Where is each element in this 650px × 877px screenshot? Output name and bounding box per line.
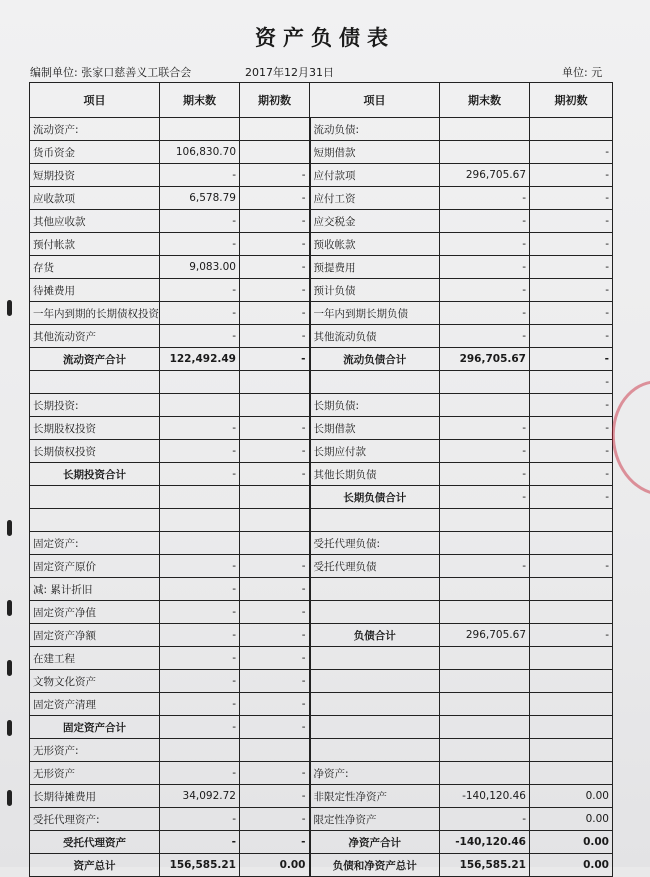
right-end-value (440, 647, 530, 670)
left-end-value (160, 394, 240, 417)
left-item-label: 固定资产合计 (30, 716, 160, 739)
right-item-label: 长期负债: (310, 394, 440, 417)
right-end-value: - (440, 279, 530, 302)
left-item-label: 存货 (30, 256, 160, 279)
table-body (30, 118, 613, 877)
right-begin-value: - (530, 141, 613, 164)
left-begin-value: - (240, 624, 310, 647)
right-begin-value (530, 670, 613, 693)
right-end-value: - (440, 417, 530, 440)
table-row (30, 808, 613, 831)
right-item-label: 一年内到期长期负债 (310, 302, 440, 325)
right-end-value: - (440, 440, 530, 463)
left-end-value: - (160, 578, 240, 601)
left-item-label (30, 486, 160, 509)
left-begin-value: - (240, 187, 310, 210)
left-begin-value: - (240, 348, 310, 371)
left-item-label (30, 509, 160, 532)
left-item-label: 长期投资: (30, 394, 160, 417)
right-begin-value: - (530, 348, 613, 371)
left-item-label: 长期债权投资 (30, 440, 160, 463)
left-item-label: 减: 累计折旧 (30, 578, 160, 601)
left-end-value: - (160, 210, 240, 233)
right-end-value: 156,585.21 (440, 854, 530, 877)
right-end-value (440, 118, 530, 141)
left-item-label: 受托代理资产: (30, 808, 160, 831)
right-item-label: 非限定性净资产 (310, 785, 440, 808)
binder-ring (7, 790, 12, 806)
left-end-value: - (160, 762, 240, 785)
right-item-label: 流动负债合计 (310, 348, 440, 371)
table-row (30, 164, 613, 187)
right-begin-value: - (530, 164, 613, 187)
left-end-value (160, 371, 240, 394)
right-begin-value: 0.00 (530, 808, 613, 831)
right-begin-value (530, 532, 613, 555)
left-begin-value: - (240, 417, 310, 440)
left-begin-value: - (240, 693, 310, 716)
right-item-label: 流动负债: (310, 118, 440, 141)
left-begin-value: - (240, 279, 310, 302)
right-item-label (310, 739, 440, 762)
right-end-value: 296,705.67 (440, 624, 530, 647)
table-row (30, 555, 613, 578)
table-row (30, 325, 613, 348)
table-row (30, 394, 613, 417)
left-end-value: - (160, 808, 240, 831)
right-end-value: -140,120.46 (440, 785, 530, 808)
left-begin-value (240, 394, 310, 417)
balance-sheet-table (29, 82, 613, 877)
left-begin-value: - (240, 555, 310, 578)
right-begin-value: - (530, 302, 613, 325)
left-end-value: 122,492.49 (160, 348, 240, 371)
table-row (30, 417, 613, 440)
right-end-value (440, 532, 530, 555)
left-end-value: - (160, 302, 240, 325)
right-begin-value: - (530, 279, 613, 302)
right-end-value: - (440, 325, 530, 348)
left-end-value: 6,578.79 (160, 187, 240, 210)
left-end-value: - (160, 831, 240, 854)
right-item-label: 受托代理负债 (310, 555, 440, 578)
binder-ring (7, 660, 12, 676)
column-header-item: 项目 (30, 83, 160, 118)
left-end-value: - (160, 624, 240, 647)
left-item-label: 短期投资 (30, 164, 160, 187)
right-item-label: 预提费用 (310, 256, 440, 279)
right-end-value (440, 670, 530, 693)
left-begin-value (240, 739, 310, 762)
left-end-value: - (160, 601, 240, 624)
right-begin-value (530, 578, 613, 601)
right-begin-value: - (530, 624, 613, 647)
column-header-end: 期末数 (160, 83, 240, 118)
page-title: 资产负债表 (255, 25, 395, 50)
left-item-label: 固定资产清理 (30, 693, 160, 716)
left-begin-value: - (240, 256, 310, 279)
left-begin-value: 0.00 (240, 854, 310, 877)
right-end-value: - (440, 486, 530, 509)
right-begin-value: 0.00 (530, 854, 613, 877)
right-item-label: 预收帐款 (310, 233, 440, 256)
table-row (30, 532, 613, 555)
table-row (30, 256, 613, 279)
left-begin-value (240, 486, 310, 509)
right-begin-value: - (530, 463, 613, 486)
right-end-value: - (440, 187, 530, 210)
table-row (30, 279, 613, 302)
left-item-label: 受托代理资产 (30, 831, 160, 854)
right-item-label (310, 509, 440, 532)
table-row (30, 624, 613, 647)
right-item-label: 应付工资 (310, 187, 440, 210)
left-item-label: 在建工程 (30, 647, 160, 670)
right-begin-value: - (530, 325, 613, 348)
left-begin-value: - (240, 831, 310, 854)
table-row (30, 463, 613, 486)
currency-unit: 单位: 元 (562, 66, 603, 79)
left-begin-value: - (240, 325, 310, 348)
left-item-label: 其他流动资产 (30, 325, 160, 348)
left-begin-value: - (240, 440, 310, 463)
left-item-label: 其他应收款 (30, 210, 160, 233)
right-end-value (440, 509, 530, 532)
table-row (30, 693, 613, 716)
right-begin-value: - (530, 417, 613, 440)
right-item-label: 净资产合计 (310, 831, 440, 854)
left-begin-value (240, 141, 310, 164)
table-row (30, 486, 613, 509)
left-item-label: 固定资产原价 (30, 555, 160, 578)
table-row (30, 739, 613, 762)
column-header-end: 期末数 (440, 83, 530, 118)
left-item-label (30, 371, 160, 394)
binder-ring (7, 600, 12, 616)
right-begin-value: - (530, 486, 613, 509)
left-begin-value: - (240, 578, 310, 601)
left-item-label: 货币资金 (30, 141, 160, 164)
left-item-label: 流动资产: (30, 118, 160, 141)
left-end-value: - (160, 647, 240, 670)
right-end-value: - (440, 233, 530, 256)
table-row (30, 118, 613, 141)
left-begin-value: - (240, 601, 310, 624)
left-end-value: - (160, 716, 240, 739)
table-row (30, 187, 613, 210)
left-item-label: 长期投资合计 (30, 463, 160, 486)
right-item-label (310, 716, 440, 739)
table-row (30, 854, 613, 877)
table-row (30, 647, 613, 670)
right-item-label: 负债和净资产总计 (310, 854, 440, 877)
left-item-label: 无形资产: (30, 739, 160, 762)
right-item-label: 长期应付款 (310, 440, 440, 463)
right-end-value (440, 371, 530, 394)
right-item-label: 净资产: (310, 762, 440, 785)
left-end-value (160, 486, 240, 509)
left-begin-value: - (240, 785, 310, 808)
left-end-value: 34,092.72 (160, 785, 240, 808)
left-end-value: - (160, 417, 240, 440)
table-row (30, 831, 613, 854)
table-row (30, 601, 613, 624)
table-row (30, 302, 613, 325)
right-item-label: 短期借款 (310, 141, 440, 164)
left-end-value (160, 509, 240, 532)
right-begin-value (530, 739, 613, 762)
left-begin-value: - (240, 233, 310, 256)
table-row (30, 785, 613, 808)
right-begin-value (530, 693, 613, 716)
right-item-label (310, 647, 440, 670)
right-end-value (440, 716, 530, 739)
left-end-value: - (160, 325, 240, 348)
table-row (30, 371, 613, 394)
left-begin-value: - (240, 647, 310, 670)
left-begin-value: - (240, 164, 310, 187)
right-end-value: -140,120.46 (440, 831, 530, 854)
right-begin-value (530, 601, 613, 624)
right-end-value (440, 693, 530, 716)
right-begin-value: - (530, 256, 613, 279)
right-end-value: - (440, 463, 530, 486)
reporting-unit: 编制单位: 张家口慈善义工联合会 (30, 66, 192, 79)
left-end-value: - (160, 279, 240, 302)
right-item-label: 其他流动负债 (310, 325, 440, 348)
binder-ring (7, 520, 12, 536)
table-row (30, 210, 613, 233)
right-end-value: - (440, 210, 530, 233)
right-begin-value (530, 509, 613, 532)
binder-ring (7, 300, 12, 316)
left-end-value: 156,585.21 (160, 854, 240, 877)
left-begin-value (240, 509, 310, 532)
right-end-value (440, 762, 530, 785)
table-row (30, 233, 613, 256)
right-end-value: 296,705.67 (440, 348, 530, 371)
right-begin-value: - (530, 371, 613, 394)
table-row (30, 141, 613, 164)
right-begin-value (530, 647, 613, 670)
right-begin-value: - (530, 440, 613, 463)
left-begin-value: - (240, 210, 310, 233)
right-begin-value (530, 716, 613, 739)
right-begin-value: - (530, 210, 613, 233)
column-header-begin: 期初数 (530, 83, 613, 118)
report-date: 2017年12月31日 (245, 66, 334, 79)
right-item-label (310, 670, 440, 693)
right-end-value (440, 601, 530, 624)
column-header-begin: 期初数 (240, 83, 310, 118)
binder-ring (7, 720, 12, 736)
left-end-value: - (160, 440, 240, 463)
left-item-label: 文物文化资产 (30, 670, 160, 693)
right-item-label: 应付款项 (310, 164, 440, 187)
left-item-label: 固定资产净额 (30, 624, 160, 647)
right-end-value: - (440, 555, 530, 578)
left-begin-value (240, 118, 310, 141)
left-item-label: 流动资产合计 (30, 348, 160, 371)
left-end-value (160, 532, 240, 555)
left-begin-value (240, 532, 310, 555)
right-begin-value: 0.00 (530, 785, 613, 808)
right-end-value (440, 578, 530, 601)
right-item-label (310, 693, 440, 716)
left-item-label: 固定资产净值 (30, 601, 160, 624)
left-end-value (160, 739, 240, 762)
left-end-value: 106,830.70 (160, 141, 240, 164)
right-end-value (440, 141, 530, 164)
right-item-label: 预计负债 (310, 279, 440, 302)
right-begin-value: - (530, 233, 613, 256)
table-row (30, 440, 613, 463)
left-begin-value: - (240, 762, 310, 785)
right-item-label: 限定性净资产 (310, 808, 440, 831)
column-header-item: 项目 (310, 83, 440, 118)
right-end-value: 296,705.67 (440, 164, 530, 187)
left-end-value: - (160, 233, 240, 256)
table-row (30, 348, 613, 371)
right-begin-value: - (530, 555, 613, 578)
left-item-label: 应收款项 (30, 187, 160, 210)
right-end-value: - (440, 302, 530, 325)
right-item-label: 其他长期负债 (310, 463, 440, 486)
right-item-label (310, 578, 440, 601)
right-item-label (310, 371, 440, 394)
right-begin-value (530, 762, 613, 785)
table-row (30, 509, 613, 532)
left-begin-value: - (240, 716, 310, 739)
right-begin-value: - (530, 394, 613, 417)
right-begin-value (530, 118, 613, 141)
right-item-label: 受托代理负债: (310, 532, 440, 555)
table-row (30, 716, 613, 739)
left-end-value (160, 118, 240, 141)
right-end-value: - (440, 256, 530, 279)
left-item-label: 一年内到期的长期债权投资 (30, 302, 160, 325)
left-begin-value: - (240, 808, 310, 831)
table-row (30, 762, 613, 785)
left-end-value: - (160, 693, 240, 716)
right-end-value (440, 739, 530, 762)
right-item-label: 应交税金 (310, 210, 440, 233)
left-begin-value (240, 371, 310, 394)
left-item-label: 资产总计 (30, 854, 160, 877)
left-begin-value: - (240, 302, 310, 325)
left-item-label: 固定资产: (30, 532, 160, 555)
left-end-value: 9,083.00 (160, 256, 240, 279)
left-item-label: 无形资产 (30, 762, 160, 785)
right-item-label: 负债合计 (310, 624, 440, 647)
right-begin-value: 0.00 (530, 831, 613, 854)
left-end-value: - (160, 555, 240, 578)
left-item-label: 待摊费用 (30, 279, 160, 302)
left-item-label: 长期待摊费用 (30, 785, 160, 808)
left-begin-value: - (240, 463, 310, 486)
left-end-value: - (160, 164, 240, 187)
right-begin-value: - (530, 187, 613, 210)
left-item-label: 预付帐款 (30, 233, 160, 256)
right-end-value (440, 394, 530, 417)
right-end-value: - (440, 808, 530, 831)
left-end-value: - (160, 463, 240, 486)
left-end-value: - (160, 670, 240, 693)
table-header-row (30, 83, 613, 118)
table-row (30, 578, 613, 601)
left-item-label: 长期股权投资 (30, 417, 160, 440)
right-item-label: 长期负债合计 (310, 486, 440, 509)
left-begin-value: - (240, 670, 310, 693)
right-item-label: 长期借款 (310, 417, 440, 440)
table-row (30, 670, 613, 693)
right-item-label (310, 601, 440, 624)
